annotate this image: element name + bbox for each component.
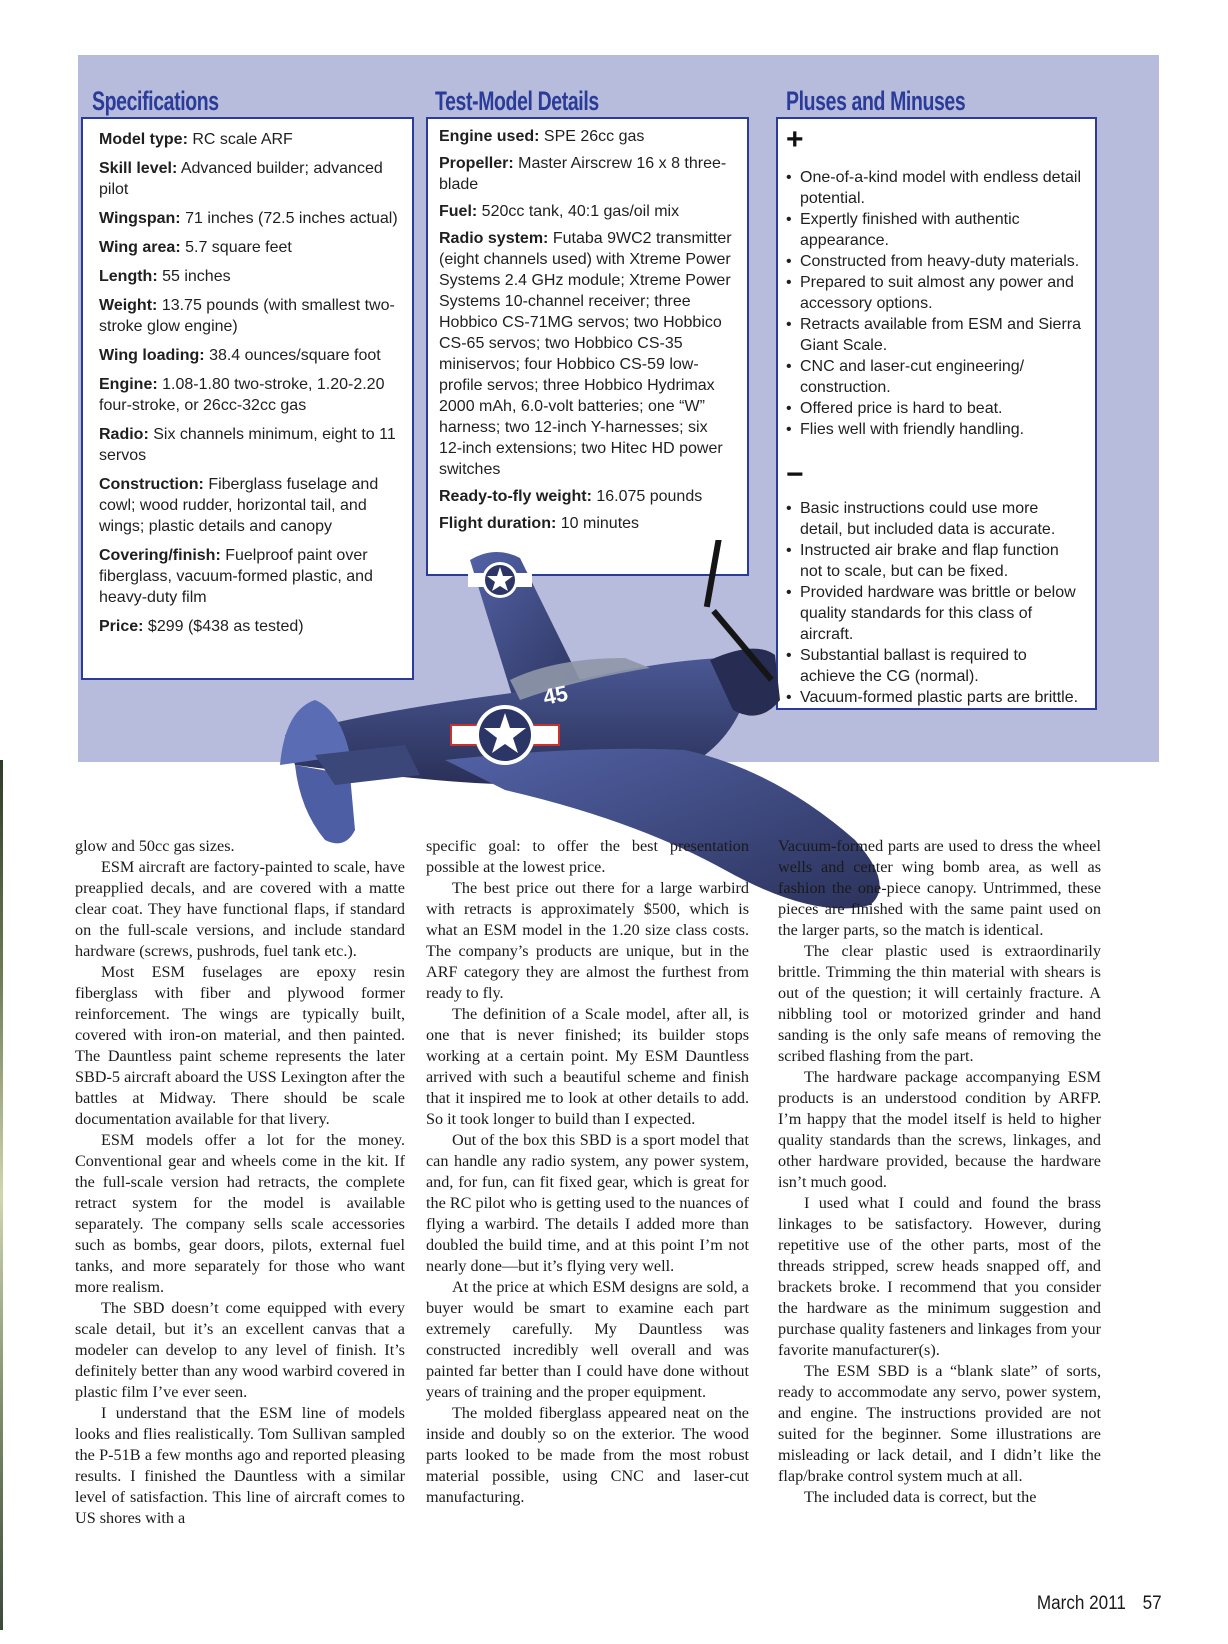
item-value: 1.08-1.80 two-stroke, 1.20-2.20 four-stroke, or 26cc-32cc gas — [99, 376, 385, 414]
test-item — [439, 486, 733, 507]
paragraph: Vacuum-formed parts are used to dress the wheel wells and center wing bomb area, as well as fashion the one-piece canopy. Untrimmed, these pieces are finished with the same paint used on the larger parts, so the match is identical. — [778, 837, 1101, 939]
plus-item: • Offered price is hard to beat. — [786, 398, 1085, 419]
left-edge-photo-strip — [0, 760, 3, 1630]
item-label: Engine: — [99, 376, 158, 393]
test-item — [439, 201, 733, 222]
item-value: SPE 26cc gas — [543, 128, 645, 145]
plus-item: • Constructed from heavy-duty materials. — [786, 251, 1085, 272]
item-label: Skill level: — [99, 160, 178, 177]
paragraph: I understand that the ESM line of models looks and flies realistically. Tom Sullivan sampled the P-51B a few months ago and reported pleasing results. I finished the Dauntless with a similar level of satisfaction. This line of aircraft comes to US shores with a — [75, 1404, 405, 1527]
item-value: Fuelproof paint over fiberglass, vacuum-formed plastic, and heavy-duty film — [99, 547, 373, 606]
specifications-heading: Specifications — [92, 86, 219, 116]
item-value: 10 minutes — [560, 515, 640, 532]
item-label: Length: — [99, 268, 158, 285]
test-model-list — [439, 126, 733, 534]
item-value: 71 inches (72.5 inches actual) — [185, 210, 398, 227]
test-model-box — [426, 117, 749, 576]
column-1-text — [75, 836, 405, 1529]
minus-item: • Substantial ballast is required to achieve the CG (normal). — [786, 645, 1085, 687]
spec-item — [99, 345, 398, 366]
paragraph: The clear plastic used is extraordinarily brittle. Trimming the thin material with shears is out of the question; it will certainly fracture. A nibbling tool or motorized grinder and hand sanding is the only safe means of removing the scribed flashing from the part. — [778, 942, 1101, 1065]
paragraph: The molded fiberglass appeared neat on the inside and doubly so on the exterior. The wood parts looked to be made from the most robust material possible, using CNC and laser-cut manufacturing. — [426, 1404, 749, 1506]
item-label: Wingspan: — [99, 210, 181, 227]
item-label: Price: — [99, 618, 144, 635]
spec-item — [99, 424, 398, 466]
article-column-2 — [426, 836, 749, 1508]
item-label: Engine used: — [439, 128, 540, 145]
item-value: Six channels minimum, eight to 11 servos — [99, 426, 396, 464]
paragraph: ESM models offer a lot for the money. Conventional gear and wheels come in the kit. If the full-scale version had retracts, the complete retract system for the model is available separately. The company sells scale accessories such as bombs, gear doors, pilots, external fuel tanks, and more separately for those who want more realism. — [75, 1131, 405, 1296]
spec-item — [99, 208, 398, 229]
pluses-minuses-heading: Pluses and Minuses — [786, 86, 966, 116]
plus-item: • Flies well with friendly handling. — [786, 419, 1085, 440]
test-model-heading: Test-Model Details — [435, 86, 599, 116]
spec-item — [99, 474, 398, 537]
item-label: Construction: — [99, 476, 204, 493]
spec-item — [99, 129, 398, 150]
item-label: Radio: — [99, 426, 149, 443]
item-label: Fuel: — [439, 203, 478, 220]
paragraph: The best price out there for a large warbird with retracts is approximately $500, which is what an ESM model in the 1.20 size class costs. The company’s products are unique, but in the ARF category they are almost the furthest from ready to fly. — [426, 879, 749, 1002]
page-footer — [1037, 1593, 1162, 1615]
item-value: 55 inches — [162, 268, 231, 285]
test-item — [439, 228, 733, 480]
paragraph: At the price at which ESM designs are sold, a buyer would be smart to examine each part extremely carefully. My Dauntless was constructed incredibly well overall and was painted far better than I could have done without years of training and the proper equipment. — [426, 1278, 749, 1401]
test-item — [439, 153, 733, 195]
issue-date: March 2011 — [1037, 1593, 1127, 1614]
plus-item: • Expertly finished with authentic appearance. — [786, 209, 1085, 251]
test-item — [439, 126, 733, 147]
plus-item: • CNC and laser-cut engineering/ construction. — [786, 356, 1085, 398]
paragraph: specific goal: to offer the best presentation possible at the lowest price. — [426, 837, 749, 876]
paragraph: The hardware package accompanying ESM products is an understood condition by ARFP. I’m happy that the model itself is held to higher quality standards than the screws, linkages, and other hardware provided, because the hardware isn’t much good. — [778, 1068, 1101, 1191]
item-value: Fiberglass fuselage and cowl; wood rudder, horizontal tail, and wings; plastic details and canopy — [99, 476, 379, 535]
paragraph: The included data is correct, but the — [804, 1488, 1037, 1506]
plus-item: • One-of-a-kind model with endless detail potential. — [786, 167, 1085, 209]
item-value: RC scale ARF — [192, 131, 293, 148]
spec-item — [99, 158, 398, 200]
item-value: Master Airscrew 16 x 8 three-blade — [439, 155, 727, 193]
item-label: Weight: — [99, 297, 158, 314]
spec-item — [99, 295, 398, 337]
plus-sign: + — [786, 123, 804, 156]
paragraph: glow and 50cc gas sizes. — [75, 837, 235, 855]
paragraph: Out of the box this SBD is a sport model that can handle any radio system, any power system, and, for fun, can fit fixed gear, which is great for the RC pilot who is getting used to the nuances of flying a warbird. The details I added more than doubled the build time, and at this point I’m not nearly done—but it’s flying very well. — [426, 1131, 749, 1275]
item-label: Flight duration: — [439, 515, 557, 532]
paragraph: Most ESM fuselages are epoxy resin fiberglass with fiber and plywood former reinforcement. The wings are typically built, covered with iron-on material, and then painted. The Dauntless paint scheme represents the later SBD-5 aircraft aboard the USS Lexington after the battles at Midway. There should be scale documentation available for that livery. — [75, 963, 405, 1128]
article-column-1 — [75, 836, 405, 1529]
minus-item: • Provided hardware was brittle or below quality standards for this class of aircraft. — [786, 582, 1085, 645]
column-3-text — [778, 836, 1101, 1508]
spec-item — [99, 237, 398, 258]
paragraph: ESM aircraft are factory-painted to scale, have preapplied decals, and are covered with a matte clear coat. They have functional flaps, if standard on the full-scale versions, and include standard hardware (screws, pushrods, fuel tank etc.). — [75, 858, 405, 960]
column-2-text — [426, 836, 749, 1508]
item-value: 16.075 pounds — [596, 488, 703, 505]
item-value: $299 ($438 as tested) — [147, 618, 304, 635]
item-label: Model type: — [99, 131, 188, 148]
minus-item: • Instructed air brake and flap function not to scale, but can be fixed. — [786, 540, 1085, 582]
item-value: Futaba 9WC2 transmitter (eight channels used) with Xtreme Power Systems 2.4 GHz module; Xtreme Power Systems 10-channel receiver; three Hobbico CS-71MG servos; two Hobbico CS-65 servos; two Hobbico CS-35 miniservos; four Hobbico CS-59 low-profile servos; three Hobbico Hydrimax 2000 mAh, 6.0-volt batteries; one “W” harness; two 12-inch Y-harnesses; six 12-inch extensions; two Hitec HD power switches — [439, 230, 732, 478]
test-item — [439, 513, 733, 534]
paragraph: The definition of a Scale model, after all, is one that is never finished; its builder stops working at a certain point. My ESM Dauntless arrived with such a beautiful scheme and finish that it inspired me to look at other details to add. So it took longer to build than I expected. — [426, 1005, 749, 1128]
item-label: Wing area: — [99, 239, 181, 256]
page-number: 57 — [1142, 1593, 1162, 1614]
plus-item: • Retracts available from ESM and Sierra Giant Scale. — [786, 314, 1085, 356]
fuselage-number: 45 — [540, 680, 570, 710]
minus-item: • Basic instructions could use more detail, but included data is accurate. — [786, 498, 1085, 540]
item-value: Advanced builder; advanced pilot — [99, 160, 383, 198]
pluses-list — [786, 167, 1085, 440]
paragraph: The ESM SBD is a “blank slate” of sorts, ready to accommodate any servo, power system, and engine. The instructions provided are not suited for the beginner. Some illustrations are misleading or lack detail, and I didn’t like the flap/brake control system much at all. — [778, 1362, 1101, 1485]
propeller-blade-top — [704, 540, 723, 607]
paragraph: I used what I could and found the brass linkages to be satisfactory. However, during repetitive use of the other parts, most of the threads stripped, screw heads snapped off, and brackets broke. I recommend that you consider the hardware as the minimum suggestion and purchase quality fasteners and linkages from your favorite manufacturer(s). — [778, 1194, 1101, 1359]
article-column-3 — [778, 836, 1101, 1508]
minus-item: • Vacuum-formed plastic parts are brittle. — [786, 687, 1085, 708]
plus-item: • Prepared to suit almost any power and accessory options. — [786, 272, 1085, 314]
item-value: 38.4 ounces/square foot — [209, 347, 381, 364]
paragraph: The SBD doesn’t come equipped with every scale detail, but it’s an excellent canvas that a modeler can develop to any level of finish. It’s definitely better than any wood warbird covered in plastic film I’ve ever seen. — [75, 1299, 405, 1401]
item-label: Ready-to-fly weight: — [439, 488, 592, 505]
item-label: Propeller: — [439, 155, 514, 172]
item-value: 5.7 square feet — [185, 239, 292, 256]
spec-item — [99, 266, 398, 287]
item-label: Wing loading: — [99, 347, 205, 364]
minus-sign: − — [786, 458, 804, 491]
item-value: 520cc tank, 40:1 gas/oil mix — [481, 203, 680, 220]
item-label: Radio system: — [439, 230, 549, 247]
item-value: 13.75 pounds (with smallest two-stroke glow engine) — [99, 297, 395, 335]
spec-item — [99, 374, 398, 416]
item-label: Covering/finish: — [99, 547, 221, 564]
